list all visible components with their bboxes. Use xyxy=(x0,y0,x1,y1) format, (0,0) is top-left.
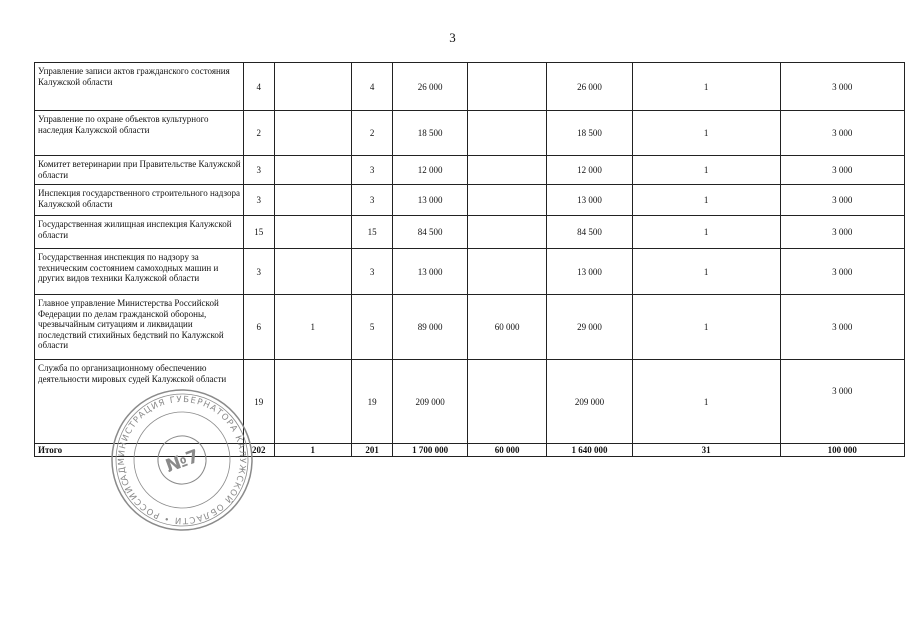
table-row xyxy=(35,249,905,295)
cell-c5 xyxy=(467,360,546,444)
cell-c3: 3 xyxy=(351,156,392,185)
total-c8: 100 000 xyxy=(780,444,905,457)
cell-c7: 1 xyxy=(632,249,780,295)
cell-c3: 3 xyxy=(351,249,392,295)
cell-c3: 19 xyxy=(351,360,392,444)
cell-c2 xyxy=(274,156,351,185)
cell-c8: 3 000 xyxy=(780,249,905,295)
cell-c6: 209 000 xyxy=(547,360,632,444)
org-name: Управление записи актов гражданского состояния Калужской области xyxy=(35,63,244,111)
cell-c6: 29 000 xyxy=(547,295,632,360)
cell-c4: 13 000 xyxy=(393,249,468,295)
cell-c3: 2 xyxy=(351,111,392,156)
cell-c1: 6 xyxy=(243,295,274,360)
cell-c5: 60 000 xyxy=(467,295,546,360)
cell-c3: 4 xyxy=(351,63,392,111)
cell-c2 xyxy=(274,185,351,216)
cell-c1: 2 xyxy=(243,111,274,156)
cell-c5 xyxy=(467,249,546,295)
cell-c2: 1 xyxy=(274,295,351,360)
cell-c8: 3 000 xyxy=(780,295,905,360)
cell-c2 xyxy=(274,63,351,111)
cell-c8: 3 000 xyxy=(780,360,905,444)
total-row xyxy=(35,444,905,457)
total-c1: 202 xyxy=(243,444,274,457)
cell-c7: 1 xyxy=(632,216,780,249)
cell-c4: 18 500 xyxy=(393,111,468,156)
org-name: Служба по организационному обеспечению деятельности мировых судей Калужской области xyxy=(35,360,244,444)
org-name: Государственная жилищная инспекция Калужской области xyxy=(35,216,244,249)
cell-c1: 4 xyxy=(243,63,274,111)
cell-c4: 12 000 xyxy=(393,156,468,185)
cell-c6: 13 000 xyxy=(547,249,632,295)
cell-c6: 26 000 xyxy=(547,63,632,111)
cell-c1: 3 xyxy=(243,156,274,185)
cell-c8: 3 000 xyxy=(780,111,905,156)
cell-c8: 3 000 xyxy=(780,156,905,185)
cell-c6: 18 500 xyxy=(547,111,632,156)
cell-c8: 3 000 xyxy=(780,185,905,216)
cell-c7: 1 xyxy=(632,63,780,111)
cell-c7: 1 xyxy=(632,360,780,444)
table-row xyxy=(35,185,905,216)
total-label: Итого xyxy=(35,444,244,457)
total-c2: 1 xyxy=(274,444,351,457)
cell-c7: 1 xyxy=(632,111,780,156)
cell-c2 xyxy=(274,111,351,156)
cell-c6: 84 500 xyxy=(547,216,632,249)
cell-c5 xyxy=(467,63,546,111)
table-row xyxy=(35,111,905,156)
table-row xyxy=(35,216,905,249)
total-c5: 60 000 xyxy=(467,444,546,457)
cell-c5 xyxy=(467,111,546,156)
cell-c3: 15 xyxy=(351,216,392,249)
total-c7: 31 xyxy=(632,444,780,457)
cell-c7: 1 xyxy=(632,185,780,216)
org-name: Инспекция государственного строительного надзора Калужской области xyxy=(35,185,244,216)
cell-c5 xyxy=(467,216,546,249)
org-name: Государственная инспекция по надзору за техническим состоянием самоходных машин и других видов техники Калужской области xyxy=(35,249,244,295)
total-c3: 201 xyxy=(351,444,392,457)
cell-c3: 5 xyxy=(351,295,392,360)
org-name: Комитет ветеринарии при Правительстве Калужской области xyxy=(35,156,244,185)
org-name: Управление по охране объектов культурного наследия Калужской области xyxy=(35,111,244,156)
cell-c1: 19 xyxy=(243,360,274,444)
org-name: Главное управление Министерства Российской Федерации по делам гражданской обороны, чрезвычайным ситуациям и ликвидации последствий стихийных бедствий по Калужской области xyxy=(35,295,244,360)
seal-ring-text: АДМИНИСТРАЦИЯ ГУБЕРНАТОРА КАЛУЖСКОЙ ОБЛАСТИ • РОССИЙСКАЯ xyxy=(116,394,248,526)
seal-number: №7 xyxy=(162,445,203,478)
cell-c5 xyxy=(467,156,546,185)
cell-c4: 89 000 xyxy=(393,295,468,360)
cell-c4: 26 000 xyxy=(393,63,468,111)
cell-c2 xyxy=(274,360,351,444)
cell-c6: 12 000 xyxy=(547,156,632,185)
cell-c4: 13 000 xyxy=(393,185,468,216)
cell-c3: 3 xyxy=(351,185,392,216)
cell-c7: 1 xyxy=(632,156,780,185)
cell-c1: 3 xyxy=(243,185,274,216)
cell-c7: 1 xyxy=(632,295,780,360)
cell-c4: 209 000 xyxy=(393,360,468,444)
table-row xyxy=(35,63,905,111)
cell-c6: 13 000 xyxy=(547,185,632,216)
cell-c2 xyxy=(274,216,351,249)
table-row xyxy=(35,360,905,444)
cell-c1: 3 xyxy=(243,249,274,295)
allocation-table xyxy=(34,62,905,457)
cell-c2 xyxy=(274,249,351,295)
cell-c8: 3 000 xyxy=(780,63,905,111)
cell-c4: 84 500 xyxy=(393,216,468,249)
table-row xyxy=(35,156,905,185)
cell-c5 xyxy=(467,185,546,216)
total-c6: 1 640 000 xyxy=(547,444,632,457)
table-row xyxy=(35,295,905,360)
page-number: 3 xyxy=(449,30,456,45)
cell-c1: 15 xyxy=(243,216,274,249)
total-c4: 1 700 000 xyxy=(393,444,468,457)
cell-c8: 3 000 xyxy=(780,216,905,249)
